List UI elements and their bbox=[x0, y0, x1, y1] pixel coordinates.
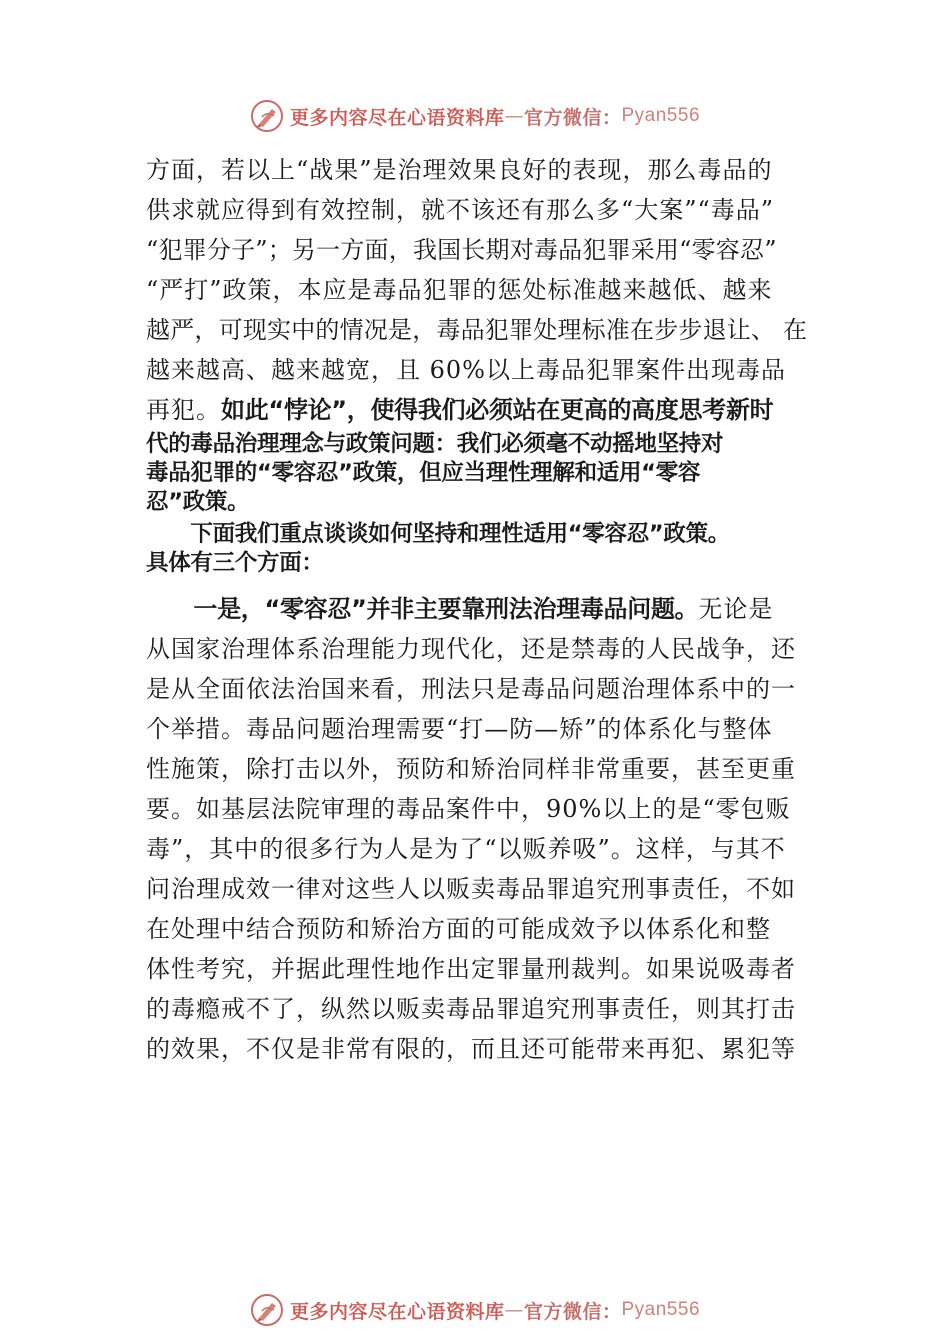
watermark-wechat-id: Pyan556 bbox=[621, 1299, 701, 1320]
paragraph-heading: 一是，“零容忍”并非主要靠刑法治理毒品问题。 bbox=[146, 595, 699, 623]
text-line: 供求就应得到有效控制，就不该还有那么多“大案”“毒品” bbox=[146, 196, 775, 224]
text-line: 问治理成效一律对这些人以贩卖毒品罪追究刑事责任，不如 bbox=[146, 875, 796, 903]
paragraph-3 bbox=[146, 589, 811, 1069]
bold-text-line: 下面我们重点谈谈如何坚持和理性适用“零容忍”政策。 bbox=[146, 521, 730, 547]
text-line: “犯罪分子”；另一方面，我国长期对毒品犯罪采用“零容忍” bbox=[146, 236, 777, 264]
text-line: 体性考究，并据此理性地作出定罪量刑裁判。如果说吸毒者 bbox=[146, 955, 796, 983]
paragraph-1-bold-continuation bbox=[146, 430, 811, 517]
watermark-site-text: 更多内容尽在心语资料库 bbox=[289, 1300, 505, 1323]
text-line: 越严，可现实中的情况是，毒品犯罪处理标准在步步退让、 在 bbox=[146, 316, 808, 344]
text-line: 是从全面依法治国来看，刑法只是毒品问题治理体系中的一 bbox=[146, 675, 796, 703]
bold-text-line: 毒品犯罪的“零容忍”政策，但应当理性理解和适用“零容 bbox=[146, 460, 701, 486]
text-line: 越来越高、越来越宽，且 60%以上毒品犯罪案件出现毒品 bbox=[146, 356, 786, 384]
document-body bbox=[146, 150, 811, 1069]
text-line-mixed bbox=[146, 390, 811, 430]
bold-text-line: 代的毒品治理理念与政策问题：我们必须毫不动摇地坚持对 bbox=[146, 431, 724, 457]
text-line: 从国家治理体系治理能力现代化，还是禁毒的人民战争，还 bbox=[146, 635, 796, 663]
text-segment: 再犯。 bbox=[146, 396, 221, 424]
text-line-mixed bbox=[146, 589, 811, 629]
text-line: “严打”政策，本应是毒品犯罪的惩处标准越来越低、越来 bbox=[146, 276, 773, 304]
watermark-separator: — bbox=[504, 105, 524, 127]
footer-watermark bbox=[0, 1290, 950, 1330]
watermark-separator: — bbox=[504, 1299, 524, 1321]
paragraph-1 bbox=[146, 150, 811, 430]
pen-logo-icon bbox=[250, 99, 284, 133]
text-line: 的效果，不仅是非常有限的，而且还可能带来再犯、累犯等 bbox=[146, 1035, 796, 1063]
bold-text-segment: 如此“悖论”，使得我们必须站在更高的高度思考新时 bbox=[221, 396, 774, 424]
text-line: 毒”，其中的很多行为人是为了“以贩养吸”。这样，与其不 bbox=[146, 835, 786, 863]
watermark-site-text: 更多内容尽在心语资料库 bbox=[289, 106, 505, 129]
text-segment: 无论是 bbox=[698, 595, 774, 623]
watermark-label: 官方微信： bbox=[523, 106, 622, 129]
text-line: 的毒瘾戒不了，纵然以贩卖毒品罪追究刑事责任，则其打击 bbox=[146, 995, 796, 1023]
bold-text-line: 具体有三个方面： bbox=[146, 550, 324, 576]
text-line: 在处理中结合预防和矫治方面的可能成效予以体系化和整 bbox=[146, 915, 771, 943]
watermark-label: 官方微信： bbox=[523, 1300, 622, 1323]
watermark-wechat-id: Pyan556 bbox=[621, 105, 701, 126]
text-line: 性施策，除打击以外，预防和矫治同样非常重要，甚至更重 bbox=[146, 755, 796, 783]
bold-text-line: 忍”政策。 bbox=[146, 489, 250, 515]
header-watermark bbox=[0, 96, 950, 136]
paragraph-2 bbox=[146, 520, 811, 578]
pen-logo-icon bbox=[250, 1293, 284, 1327]
text-line: 方面，若以上“战果”是治理效果良好的表现，那么毒品的 bbox=[146, 156, 773, 184]
text-line: 个举措。毒品问题治理需要“打—防—矫”的体系化与整体 bbox=[146, 715, 773, 743]
text-line: 要。如基层法院审理的毒品案件中，90%以上的是“零包贩 bbox=[146, 795, 791, 823]
